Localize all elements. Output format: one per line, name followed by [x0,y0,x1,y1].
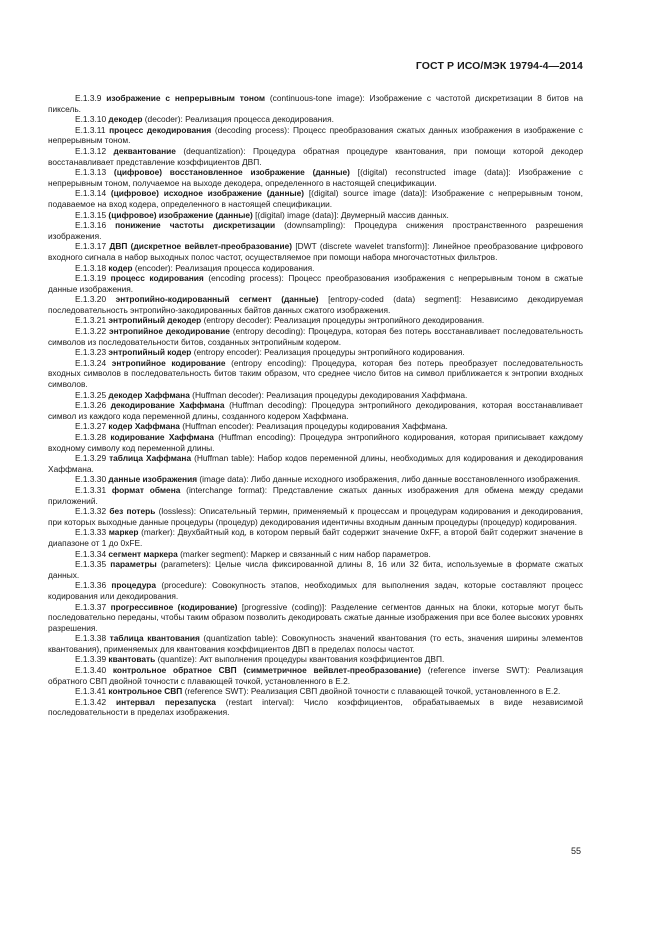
definition-entry [48,125,583,146]
entry-number: E.1.3.26 [75,400,107,411]
entry-term: параметры [110,559,157,570]
entry-definition: (dequantization): Процедура обратная процедуре квантования, при помощи которой декодер восстанавливает представление коэффициентов ДВП. [48,145,583,167]
definition-entry [48,263,583,274]
entry-definition: (encoding process): Процесс преобразования изображения с непрерывным тоном в сжатые данные изображения. [48,273,583,294]
entry-definition: (entropy decoder): Реализация процедуры энтропийного декодирования. [203,315,485,326]
definition-entry [48,506,583,527]
entry-number: E.1.3.18 [75,262,107,273]
entry-definition: (entropy decoding): Процедура, которая без потерь восстанавливает последовательность символов из последовательности битов, созданных энтропийным кодером. [48,326,583,347]
definition-entry [48,210,583,221]
entry-definition: (parameters): Целые числа фиксированной длины 8, 16 или 32 бита, используемые в формате сжатых данных. [48,559,583,580]
entry-number: E.1.3.23 [75,347,107,358]
entry-term: энтропийное декодирование [108,326,230,337]
entry-term: интервал перезапуска [116,696,216,707]
entry-number: E.1.3.32 [75,506,107,517]
entry-term: контрольное СВП [108,686,183,697]
definition-entry [48,527,583,548]
definition-entry [48,654,583,665]
entry-number: E.1.3.15 [75,209,107,220]
entry-term: процесс декодирования [109,124,212,135]
entry-number: E.1.3.13 [75,167,107,178]
entry-term: процедура [111,580,157,591]
entry-definition: [(digital) source image (data)]: Изображение с непрерывным тоном, подаваемое на вход кодера, определенного в настоящей спецификации. [48,188,583,209]
entry-definition: (reference SWT): Реализация СВП двойной точности с плавающей точкой, установленного в E.2. [184,686,561,697]
definition-entry [48,686,583,697]
entry-definition: (restart interval): Число коэффициентов, обрабатываемых в виде независимой последовательности в пределах изображения. [48,696,583,718]
entry-number: E.1.3.42 [75,696,107,707]
definition-entry [48,294,583,315]
entry-definition: (downsampling): Процедура снижения пространственного разрешения изображения. [48,220,583,241]
document-header: ГОСТ Р ИСО/МЭК 19794-4—2014 [415,60,583,72]
entry-definition: (Huffman decoder): Реализация процедуры декодирования Хаффмана. [192,389,468,400]
entry-definition: [(digital) image (data)]: Двумерный массив данных. [255,209,449,220]
definition-entry [48,633,583,654]
definition-entry [48,697,583,718]
entry-definition: [DWT (discrete wavelet transform)]: Линейное преобразование цифрового входного сигнала в набор выходных полос частот, осуществляемое при помощи набора многочастотных фильтров. [48,241,583,262]
entry-definition: (reference inverse SWT): Реализация обратного СВП двойной точности с плавающей точкой, установленного в E.2. [48,665,583,686]
entry-term: кодер [108,262,133,273]
entry-term: кодер Хаффмана [108,421,180,432]
entry-term: (цифровое) изображение (данные) [108,209,253,220]
entry-term: кодирование Хаффмана [110,432,214,442]
entry-number: E.1.3.12 [75,145,107,156]
entry-number: E.1.3.27 [75,421,107,432]
definition-entry [48,93,583,114]
entry-definition: (marker): Двухбайтный код, в котором первый байт содержит значение 0xFF, а второй байт содержит значение в диапазоне от 1 до 0xFE. [48,527,583,548]
definition-entry [48,580,583,601]
entry-number: E.1.3.36 [75,580,107,591]
page-number: 55 [570,846,581,856]
entry-term: таблица Хаффмана [109,453,192,464]
entry-number: E.1.3.17 [75,241,107,252]
definition-entry [48,549,583,560]
entry-number: E.1.3.28 [75,432,107,442]
entry-number: E.1.3.40 [75,665,107,676]
entry-definition: (quantize): Акт выполнения процедуры квантования коэффициентов ДВП. [157,654,445,665]
definition-entry [48,146,583,167]
entry-term: формат обмена [111,484,181,495]
definition-entry [48,432,583,453]
definition-entry [48,220,583,241]
definition-entry [48,167,583,188]
entry-term: деквантование [113,145,176,156]
definition-entry [48,421,583,432]
entry-term: декодирование Хаффмана [110,400,225,411]
entry-definition: (Huffman encoder): Реализация процедуры кодирования Хаффмана. [182,421,448,432]
definition-entry [48,485,583,506]
definition-entry [48,347,583,358]
entry-term: декодер [108,114,143,125]
entry-number: E.1.3.20 [75,294,107,305]
entry-number: E.1.3.19 [75,273,107,284]
definition-entry [48,400,583,421]
definition-entry [48,602,583,634]
entry-number: E.1.3.11 [75,124,106,135]
entry-term: ДВП (дискретное вейвлет-преобразование) [109,241,293,252]
entry-definition: [progressive (coding)]: Разделение сегментов данных на блоки, которые могут быть последовательно переданы, чтобы таким образом позволить декодировать сжатые данные изображения при все более высоких уровнях разрешения. [48,601,583,633]
entry-term: энтропийное кодирование [111,357,226,368]
definition-entry [48,390,583,401]
entry-term: без потерь [109,506,156,517]
entry-number: E.1.3.33 [75,527,107,538]
entry-definition: (interchange format): Представление сжатых данных изображения для обмена между средами приложений. [48,484,584,506]
entry-term: энтропийный декодер [108,315,202,326]
definition-entry [48,358,583,390]
entry-number: E.1.3.16 [75,220,107,231]
entry-number: E.1.3.30 [75,474,107,485]
entry-definition: (continuous-tone image): Изображение с частотой дискретизации 8 битов на пиксель. [48,93,583,114]
entry-definition: (quantization table): Совокупность значений квантования (то есть, значения ширины элементов квантования), применяемых для квантования коэффициентов ДВП в пределах полосы частот. [48,633,583,654]
entry-number: E.1.3.14 [75,188,107,199]
definition-entry [48,114,583,125]
entry-number: E.1.3.35 [75,559,107,570]
entry-term: энтропийно-кодированный сегмент (данные) [115,294,319,305]
entry-number: E.1.3.38 [75,633,107,644]
definition-entry [48,665,583,686]
entry-term: (цифровое) восстановленное изображение (данные) [113,167,350,178]
definition-entry [48,453,583,474]
entry-definition: (marker segment): Маркер и связанный с ним набор параметров. [180,548,431,559]
entry-term: энтропийный кодер [108,347,192,358]
entry-number: E.1.3.31 [75,484,107,495]
definition-entry [48,188,583,209]
entry-number: E.1.3.29 [75,453,107,464]
entry-definition: [entropy-coded (data) segment]: Независимо декодируемая последовательность энтропийно-закодированных байтов данных сжатого изображения. [48,294,583,315]
entry-definition: (Huffman decoding): Процедура энтропийного декодирования, которая восстанавливает символ из каждого кода переменной длины, созданного кодером Хаффмана. [48,400,583,421]
entry-number: E.1.3.9 [75,93,102,103]
entry-term: (цифровое) исходное изображение (данные) [110,188,305,199]
definition-entry [48,241,583,262]
entry-number: E.1.3.41 [75,686,107,697]
entry-definition: (Huffman table): Набор кодов переменной длины, необходимых для кодирования и декодирования Хаффмана. [48,453,584,474]
entry-number: E.1.3.10 [75,114,107,125]
entry-definition: (procedure): Совокупность этапов, необходимых для выполнения задач, которые составляют процесс кодирования или декодирования. [48,580,583,601]
entry-number: E.1.3.21 [75,315,107,326]
entry-definition: (image data): Либо данные исходного изображения, либо данные восстановленного изображения. [199,474,581,485]
entry-number: E.1.3.34 [75,548,107,559]
definition-entry [48,326,583,347]
entry-definition: (encoder): Реализация процесса кодирования. [134,262,315,273]
entry-term: таблица квантования [109,633,200,644]
entry-number: E.1.3.25 [75,389,107,400]
entry-number: E.1.3.37 [75,601,107,612]
definition-entry [48,474,583,485]
definitions-list [48,93,583,718]
entry-term: квантовать [108,654,156,665]
entry-term: контрольное обратное СВП (симметричное вейвлет-преобразование) [112,665,422,676]
definition-entry [48,559,583,580]
entry-definition: (lossless): Описательный термин, применяемый к процессам и процедурам кодирования и декодирования, при которых выходные данные процедуры (процедур) декодирования идентичны входным данным процедуры (процедур) кодирования. [48,506,583,527]
entry-definition: (decoding process): Процесс преобразования сжатых данных изображения в изображение с непрерывным тоном. [48,124,583,146]
entry-number: E.1.3.22 [75,326,107,337]
definition-entry [48,273,583,294]
entry-term: изображение с непрерывным тоном [106,93,266,103]
entry-term: процесс кодирования [110,273,204,284]
entry-term: понижение частоты дискретизации [115,220,276,231]
entry-term: декодер Хаффмана [108,389,190,400]
entry-term: маркер [108,527,139,538]
entry-definition: [(digital) reconstructed image (data)]: Изображение с непрерывным тоном, получаемое на выходе декодера, определенного в настоящей спецификации. [48,167,583,188]
entry-term: сегмент маркера [108,548,178,559]
entry-definition: (decoder): Реализация процесса декодирования. [144,114,334,125]
entry-definition: (Huffman encoding): Процедура энтропийного кодирования, которая приписывает каждому входному символу код переменной длины. [48,432,583,453]
entry-term: прогрессивное (кодирование) [110,601,238,612]
entry-number: E.1.3.24 [75,357,107,368]
entry-definition: (entropy encoding): Процедура, которая без потерь преобразует последовательность входных символов в последовательность битов таким образом, что среднее число битов на символ приближается к энтропии входных символов. [48,357,583,390]
entry-term: данные изображения [108,474,198,485]
entry-number: E.1.3.39 [75,654,107,665]
entry-definition: (entropy encoder): Реализация процедуры энтропийного кодирования. [193,347,465,358]
definition-entry [48,315,583,326]
